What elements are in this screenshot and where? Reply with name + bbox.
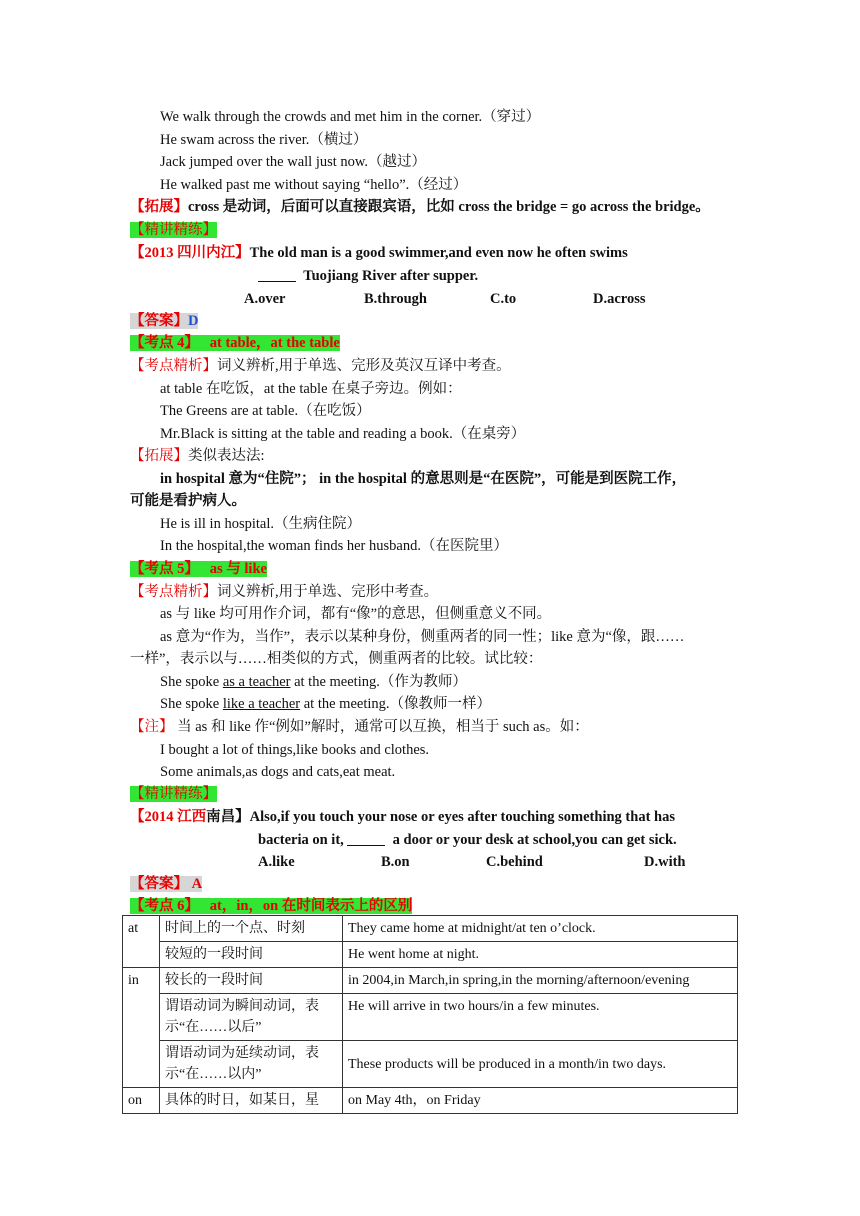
note-example-2: Some animals,as dogs and cats,eat meat. [160, 764, 396, 780]
answer-2-box [130, 876, 202, 892]
answer-tag-2: 【答案】 [130, 876, 188, 892]
table-row [123, 942, 738, 968]
hospital-example-1: He is ill in hospital.（生病住院） [160, 516, 361, 532]
table-cell-in: in [123, 968, 160, 1088]
table-row [123, 968, 738, 994]
question-2-line2 [258, 829, 677, 851]
table-row [123, 1088, 738, 1114]
as-like-example-1 [160, 671, 467, 693]
hospital-example-2: In the hospital,the woman finds her husband.（在医院里） [160, 538, 508, 554]
question-2-line2-post: a door or your desk at school,you can get sick. [392, 832, 677, 848]
at-table-example-1: The Greens are at table.（在吃饭） [160, 403, 371, 419]
jingxi-text-2: 词义辨析,用于单选、完形中考查。 [217, 584, 439, 600]
table-cell-desc: 时间上的一个点、时刻 [160, 916, 343, 942]
jingxi-tag: 【考点精析】 [130, 358, 217, 374]
kaodian-5-jingxi [130, 581, 438, 603]
kaodian-5-heading [130, 558, 267, 580]
table-cell-example: He will arrive in two hours/in a few minutes. [343, 994, 738, 1041]
kaodian-5-title: as 与 like [209, 561, 267, 577]
option-a: A.over [244, 291, 286, 307]
tuozhan-cross [130, 196, 710, 218]
option-b-2: B.on [381, 854, 410, 870]
example-over: Jack jumped over the wall just now.（越过） [160, 154, 427, 170]
note [130, 716, 589, 738]
kaodian-4-box [130, 335, 340, 351]
kaodian-5-box [130, 561, 267, 577]
answer-tag: 【答案】 [130, 313, 188, 329]
option-b: B.through [364, 291, 427, 307]
note-example-1: I bought a lot of things,like books and clothes. [160, 742, 430, 758]
as-like-example-2 [160, 693, 491, 715]
jingxi-tag-2: 【考点精析】 [130, 584, 217, 600]
table-cell-example: in 2004,in March,in spring,in the morning/afternoon/evening [343, 968, 738, 994]
jingjiang-heading-2 [130, 783, 217, 805]
kaodian-6-title: at，in，on 在时间表示上的区别 [209, 898, 413, 914]
kaodian-4-title: at table，at the table [209, 335, 340, 351]
example-through: We walk through the crowds and met him in the corner.（穿过） [160, 109, 541, 125]
jingjiang-heading-1 [130, 219, 217, 241]
option-c-2: C.behind [486, 854, 543, 870]
table-row [123, 916, 738, 942]
question-2-text: Also,if you touch your nose or eyes after touching something that has [249, 809, 675, 825]
ex2-pre: She spoke [160, 696, 223, 712]
table-cell-on: on [123, 1088, 160, 1114]
jingjiang-tag: 【精讲精练】 [130, 222, 217, 238]
table-cell-desc: 谓语动词为延续动词，表示“在……以内” [160, 1041, 343, 1088]
table-cell-example: They came home at midnight/at ten o’clock. [343, 916, 738, 942]
question-1-line2-text: Tuojiang River after supper. [303, 268, 479, 284]
table-cell-at: at [123, 916, 160, 968]
table-row [123, 994, 738, 1041]
question-1-line2 [258, 265, 478, 287]
question-1-text: The old man is a good swimmer,and even now he often swims [249, 245, 628, 261]
question-2 [130, 806, 675, 828]
table-cell-desc: 较短的一段时间 [160, 942, 343, 968]
question-1 [130, 242, 628, 264]
answer-1-box [130, 313, 198, 329]
jingjiang-tag-2: 【精讲精练】 [130, 786, 217, 802]
option-d: D.across [593, 291, 646, 307]
tuozhan-text-2: 类似表达法: [188, 448, 265, 464]
table-cell-desc: 谓语动词为瞬间动词，表示“在……以后” [160, 994, 343, 1041]
example-past: He walked past me without saying “hello”.（经过） [160, 177, 468, 193]
kaodian-6-heading [130, 895, 412, 917]
as-like-line-1: as 与 like 均可用作介词，都有“像”的意思，但侧重意义不同。 [160, 606, 552, 622]
ex1-underlined: as a teacher [222, 674, 291, 690]
table-cell-example: These products will be produced in a month/in two days. [343, 1041, 738, 1088]
question-2-source-a: 【2014 江西 [130, 809, 207, 825]
option-d-2: D.with [644, 854, 686, 870]
table-row [123, 1041, 738, 1088]
kaodian-5-tag: 【考点 5】 [130, 561, 199, 577]
note-tag: 【注】 [130, 719, 174, 735]
kaodian-6-tag: 【考点 6】 [130, 898, 199, 914]
table-cell-desc: 具体的时日，如某日，星 [160, 1088, 343, 1114]
table-cell-example: on May 4th，on Friday [343, 1088, 738, 1114]
at-table-definition: at table 在吃饭，at the table 在桌子旁边。例如： [160, 381, 462, 397]
question-1-source: 【2013 四川内江】 [130, 245, 250, 261]
answer-value: D [188, 313, 199, 329]
tuozhan-tag-2: 【拓展】 [130, 448, 188, 464]
ex1-post: at the meeting.（作为教师） [290, 674, 467, 690]
kaodian-6-box [130, 898, 412, 914]
kaodian-4-heading [130, 332, 340, 354]
tuozhan-tag: 【拓展】 [130, 199, 188, 215]
answer-value-2: A [188, 876, 203, 892]
table-cell-desc: 较长的一段时间 [160, 968, 343, 994]
hospital-line-1: in hospital 意为“住院”； in the hospital 的意思则是“在医院”，可能是到医院工作， [160, 471, 687, 487]
option-a-2: A.like [258, 854, 295, 870]
as-like-line-3: 一样”，表示以与……相类似的方式，侧重两者的比较。试比较： [130, 651, 543, 667]
answer-blank [258, 267, 296, 282]
at-table-example-2: Mr.Black is sitting at the table and reading a book.（在桌旁） [160, 426, 526, 442]
question-2-source-b: 南昌】 [206, 809, 250, 825]
tuozhan-text: cross 是动词，后面可以直接跟宾语，比如 cross the bridge = go across the bridge。 [188, 199, 710, 215]
answer-blank-2 [347, 831, 385, 846]
kaodian-4-tag: 【考点 4】 [130, 335, 199, 351]
table-cell-example: He went home at night. [343, 942, 738, 968]
kaodian-4-jingxi [130, 355, 511, 377]
note-text: 当 as 和 like 作“例如”解时，通常可以互换，相当于 such as。如： [173, 719, 589, 735]
ex2-post: at the meeting.（像教师一样） [300, 696, 492, 712]
example-across: He swam across the river.（横过） [160, 132, 368, 148]
question-2-line2-pre: bacteria on it, [258, 832, 344, 848]
answer-2 [130, 873, 202, 895]
hospital-line-2: 可能是看护病人。 [130, 493, 246, 509]
tuozhan-similar [130, 445, 265, 467]
option-c: C.to [490, 291, 517, 307]
ex2-underlined: like a teacher [222, 696, 301, 712]
ex1-pre: She spoke [160, 674, 223, 690]
preposition-time-table [122, 915, 738, 1114]
as-like-line-2: as 意为“作为，当作”，表示以某种身份，侧重两者的同一性；like 意为“像，跟…… [160, 629, 685, 645]
jingxi-text: 词义辨析,用于单选、完形及英汉互译中考查。 [217, 358, 511, 374]
question-2-source [130, 809, 250, 825]
answer-1 [130, 310, 198, 332]
